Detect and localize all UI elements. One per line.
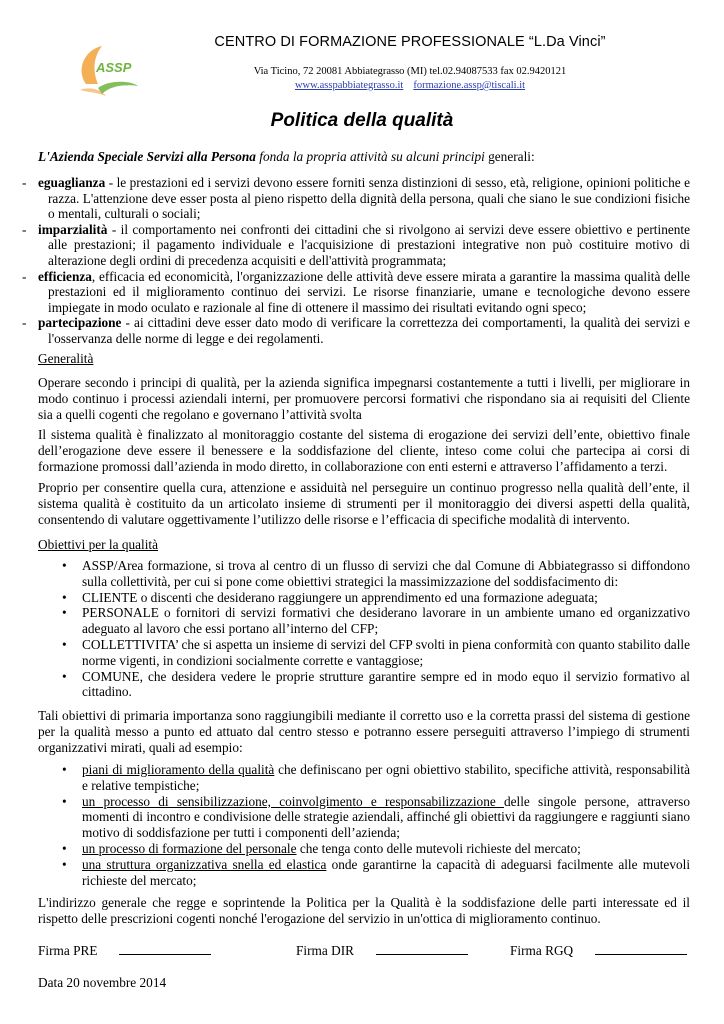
signature-line[interactable] bbox=[119, 943, 211, 955]
signature-dir: Firma DIR bbox=[296, 943, 468, 959]
generalita-paragraph: Proprio per consentire quella cura, attenzione e assiduità nel perseguire un continuo progresso nella qualità dell’ente, il sistema qualità è costituito da un articolato insieme di strumenti per il monitoraggio dei diversi aspetti della qualità, consentendo di valutare oggettivamente l’utilizzo delle risorse e l’efficacia di specifiche modalità di intervento. bbox=[38, 480, 690, 527]
list-item: • PERSONALE o fornitori di servizi formativi che desiderano lavorare in un ambiente umano ed organizzativo adeguato al lavoro che essi portano all’interno del CFP; bbox=[62, 605, 690, 637]
generalita-heading: Generalità bbox=[38, 351, 94, 366]
obiettivi-heading: Obiettivi per la qualità bbox=[38, 537, 159, 552]
principle-item: - efficienza, efficacia ed economicità, l'organizzazione delle attività deve essere mirata a garantire la massima qualità delle prestazioni ed il miglioramento continuo dei servizi. Le risorse finanziarie, umane e tecnologiche devono essere impiegate in modo oculato e razionale al fine di ottenere il massimo dei risultati evitando ogni speco; bbox=[22, 268, 690, 315]
signature-line[interactable] bbox=[595, 943, 687, 955]
principles-list bbox=[22, 175, 690, 347]
strumenti-list bbox=[38, 762, 690, 888]
email-link[interactable]: formazione.assp@tiscali.it bbox=[413, 80, 526, 91]
obiettivi-paragraph: Tali obiettivi di primaria importanza sono raggiungibili mediante il corretto uso e la corretta prassi del sistema di gestione per la qualità messo a punto ed attuato dal centro stesso e potranno essere perseguiti attraverso l’impiego di strumenti organizzativi mirati, quali ad esempio: bbox=[38, 708, 690, 755]
list-item: • COMUNE, che desidera vedere le proprie strutture garantire sempre ed in modo equo il servizio formativo al cittadino. bbox=[62, 668, 690, 700]
signature-rgq: Firma RGQ bbox=[510, 943, 687, 959]
conclusion-paragraph: L'indirizzo generale che regge e soprintende la Politica per la Qualità è la soddisfazione delle parti interessate ed il rispetto delle prescrizioni cogenti nonché l'erogazione del servizio in un'ottica di miglioramento continuo. bbox=[38, 895, 690, 926]
assp-logo bbox=[72, 40, 142, 98]
principle-item: - imparzialità - il comportamento nei confronti dei cittadini che si rivolgono ai servizi deve essere obiettivo e pertinente alle prestazioni; il pagamento individuale e l'acquisizione di prestazioni integrative non può costituire motivo di alterazione degli ordini di precedenza acquisiti e dell'attività programmata; bbox=[22, 221, 690, 268]
list-item: • un processo di sensibilizzazione, coinvolgimento e responsabilizzazione delle singole persone, attraverso momenti di incontro e condivisione delle strategie aziendali, affinché gli obiettivi da raggiungere e raggiunti siano motivo di soddisfazione per tutti i componenti dell’azienda; bbox=[62, 793, 690, 841]
org-links bbox=[150, 80, 670, 91]
document-title: Politica della qualità bbox=[270, 110, 454, 131]
org-title: CENTRO DI FORMAZIONE PROFESSIONALE “L.Da Vinci” bbox=[214, 34, 606, 50]
list-item: • COLLETTIVITA’ che si aspetta un insieme di servizi del CFP svolti in piena conformità con quanto stabilito dalle norme vigenti, in condizioni socialmente corrette e vantaggiose; bbox=[62, 636, 690, 668]
signature-line[interactable] bbox=[376, 943, 468, 955]
website-link[interactable]: www.asspabbiategrasso.it bbox=[294, 80, 404, 91]
principle-item: - eguaglianza - le prestazioni ed i servizi devono essere forniti senza distinzioni di sesso, età, religione, opinioni politiche e razza. L'attenzione deve esser posta al pieno rispetto della dignità della persona, quali che siano le sue condizioni fisiche o mentali, culturali o sociali; bbox=[22, 175, 690, 222]
generalita-paragraph: Operare secondo i principi di qualità, per la azienda significa impegnarsi costantemente a tutti i livelli, per migliorare in modo continuo i processi aziendali interni, per promuovere percorsi formativi che rispondano sia ai requisiti del Cliente sia a quelli cogenti che regolano e governano l’attività svolta bbox=[38, 375, 690, 422]
obiettivi-list bbox=[38, 558, 690, 700]
org-address: Via Ticino, 72 20081 Abbiategrasso (MI) tel.02.94087533 fax 02.9420121 bbox=[253, 66, 567, 77]
list-item: • una struttura organizzativa snella ed elastica onde garantirne la capacità di adeguarsi facilmente alle mutevoli richieste del mercato; bbox=[62, 856, 691, 888]
org-name: L'Azienda Speciale Servizi alla Persona bbox=[38, 149, 256, 164]
list-item: • ASSP/Area formazione, si trova al centro di un flusso di servizi che dal Comune di Abbiategrasso si diffondono sulla collettività, per cui si pone come obiettivi strategici la massimizzazione del soddisfacimento di: bbox=[62, 558, 690, 589]
list-item: • un processo di formazione del personale che tenga conto delle mutevoli richieste del mercato; bbox=[62, 840, 581, 856]
document-date: Data 20 novembre 2014 bbox=[38, 975, 167, 990]
signature-pre: Firma PRE bbox=[38, 943, 211, 959]
logo-text: ASSP bbox=[96, 60, 132, 75]
intro-line: L'Azienda Speciale Servizi alla Persona fonda la propria attività su alcuni principi generali: bbox=[38, 149, 535, 164]
principle-item: - partecipazione - ai cittadini deve esser dato modo di verificare la correttezza dei comportamenti, la qualità dei servizi e l'osservanza delle norme di legge e dei regolamenti. bbox=[22, 315, 690, 346]
generalita-paragraph: Il sistema qualità è finalizzato al monitoraggio costante del sistema di erogazione dei servizi dell’ente, obiettivo finale dell’erogazione deve essere il benessere e la soddisfazione del cliente, inteso come colui che partecipa ai corsi di formazione promossi dall’azienda in modo diretto, in collaborazione con enti esterni e attraverso l’affidamento a terzi. bbox=[38, 427, 690, 474]
list-item: • piani di miglioramento della qualità che definiscano per ogni obiettivo stabilito, specifiche attività, responsabilità e relative tempistiche; bbox=[62, 762, 690, 793]
list-item: • CLIENTE o discenti che desiderano raggiungere un apprendimento ed una formazione adeguata; bbox=[62, 589, 598, 605]
